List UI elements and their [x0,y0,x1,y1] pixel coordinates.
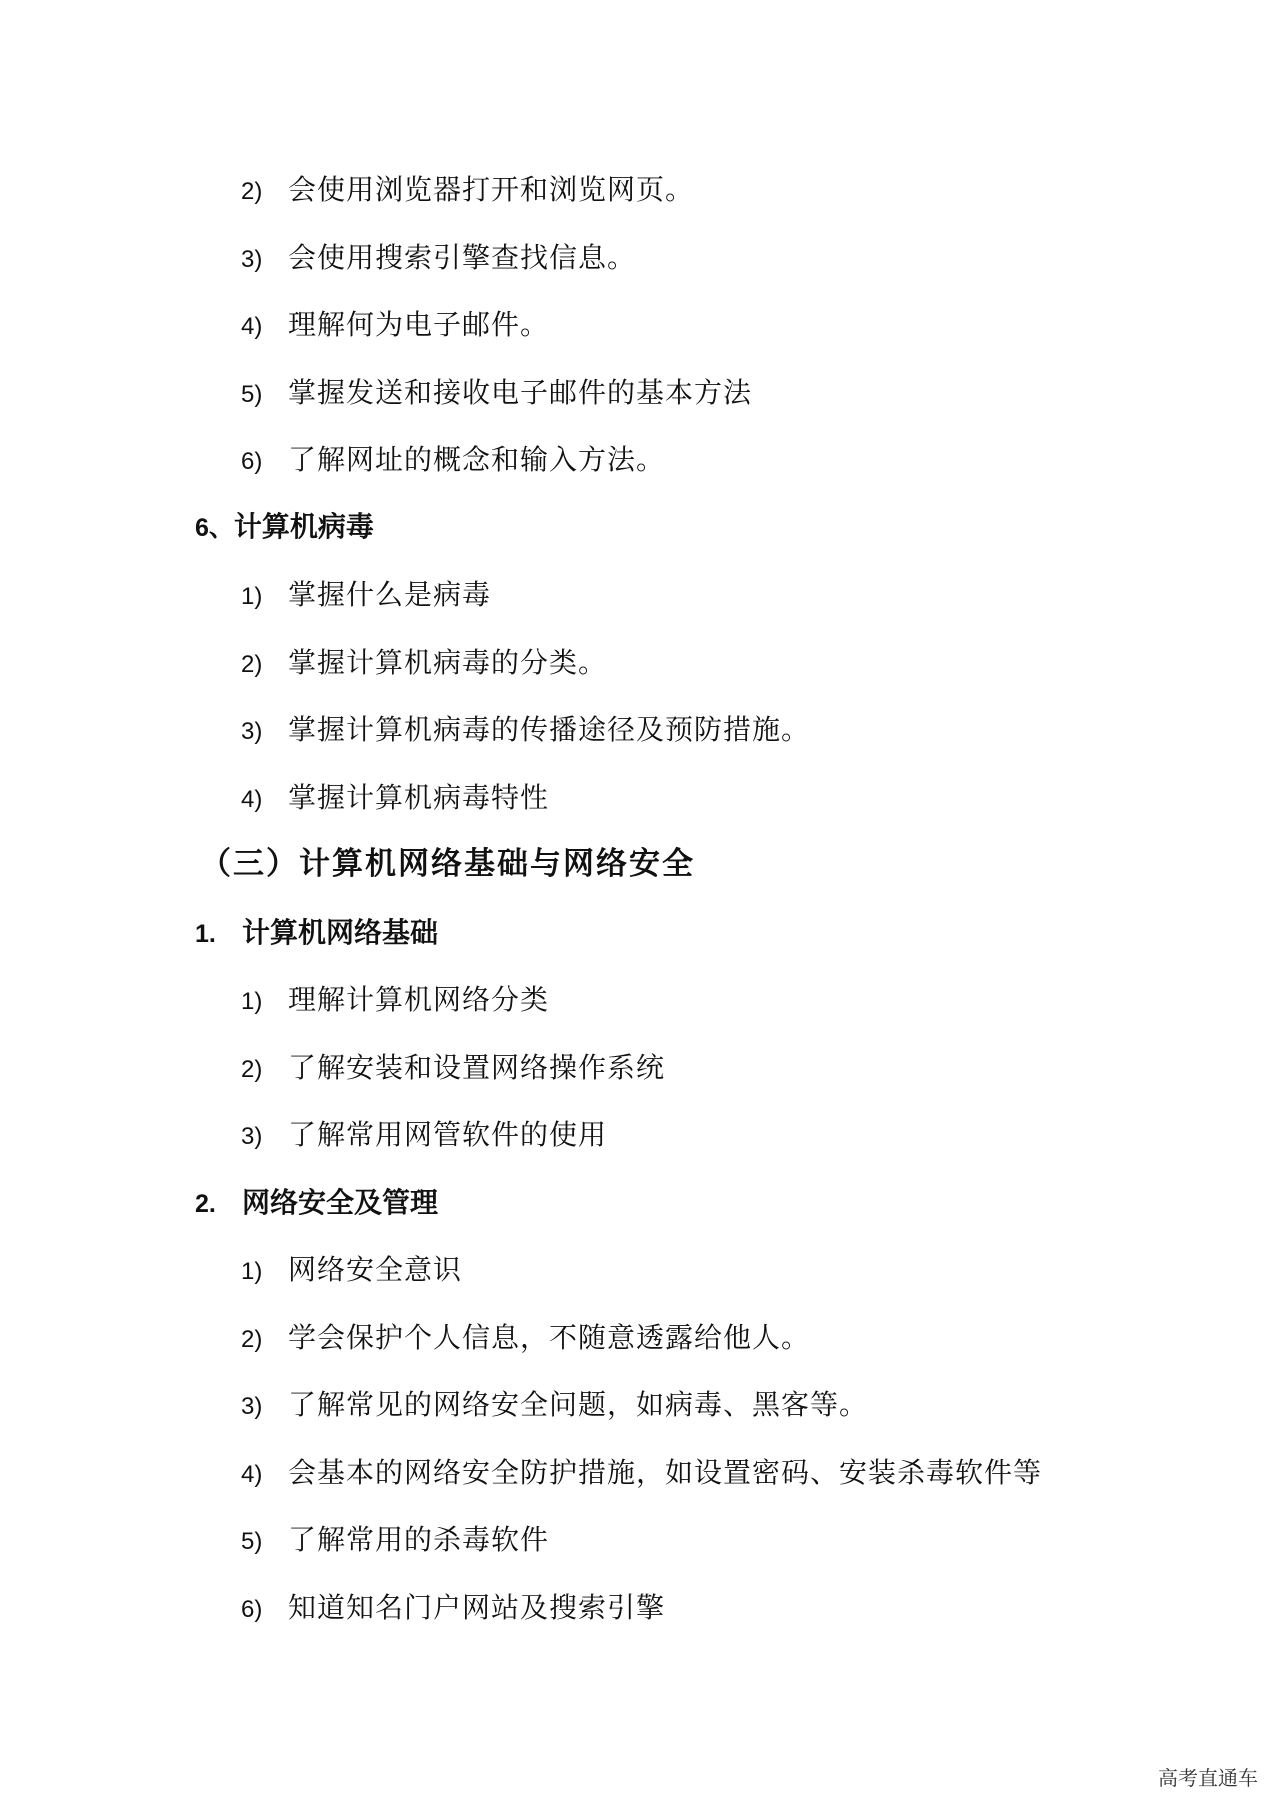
section-title: 网络安全及管理 [242,1186,439,1219]
list-item [241,1321,811,1354]
list-item-text: 掌握什么是病毒 [288,578,492,611]
list-item-text: 掌握计算机病毒的分类。 [288,646,608,679]
list-item-number: 3) [241,718,263,745]
list-item [241,1456,1043,1489]
list-item-text: 会基本的网络安全防护措施，如设置密码、安装杀毒软件等 [288,1456,1043,1489]
list-item-text: 了解常用网管软件的使用 [288,1118,608,1151]
list-item [241,713,811,746]
list-item [241,983,550,1016]
list-item-text: 了解安装和设置网络操作系统 [288,1051,666,1084]
list-item [241,1523,550,1556]
list-item-number: 4) [241,313,263,340]
list-item-number: 2) [241,1326,263,1353]
list-item-text: 了解网址的概念和输入方法。 [288,443,666,476]
list-item-text: 学会保护个人信息，不随意透露给他人。 [288,1321,811,1354]
list-item [241,308,550,341]
list-item [241,443,666,476]
list-item-number: 2) [241,178,263,205]
list-item-number: 1) [241,1258,263,1285]
section-number: 2. [195,1190,216,1218]
list-item-text: 掌握计算机病毒特性 [288,781,550,814]
section-number: 1. [195,920,216,948]
list-item-text: 理解何为电子邮件。 [288,308,550,341]
list-item-text: 理解计算机网络分类 [288,983,550,1016]
list-item-text: 会使用搜索引擎查找信息。 [288,241,637,274]
section-number: 6、 [195,514,234,542]
list-item-number: 3) [241,1123,263,1150]
list-item-number: 2) [241,1056,263,1083]
list-item [241,1253,463,1286]
list-item-number: 3) [241,246,263,273]
list-item-text: 掌握计算机病毒的传播途径及预防措施。 [288,713,811,746]
list-item [241,241,637,274]
list-item-text: 网络安全意识 [288,1253,463,1286]
list-item [241,173,695,206]
list-item-number: 2) [241,651,263,678]
footer-watermark: 高考直通车 [1158,1766,1258,1790]
list-item-text: 掌握发送和接收电子邮件的基本方法 [288,376,753,409]
list-item-number: 4) [241,1461,263,1488]
list-item-number: 5) [241,1528,263,1555]
section-heading-network-security [195,1186,439,1219]
list-item [241,1051,666,1084]
list-item-number: 5) [241,381,263,408]
list-item-number: 6) [241,448,263,475]
part-heading: （三）计算机网络基础与网络安全 [200,846,695,882]
list-item-number: 3) [241,1393,263,1420]
list-item-text: 了解常用的杀毒软件 [288,1523,550,1556]
section-title: 计算机网络基础 [242,916,439,949]
list-item-number: 4) [241,786,263,813]
list-item-number: 6) [241,1596,263,1623]
list-item [241,1118,608,1151]
list-item [241,781,550,814]
list-item [241,578,492,611]
section-title: 计算机病毒 [233,510,374,543]
list-item-text: 知道知名门户网站及搜索引擎 [288,1591,666,1624]
list-item-text: 了解常见的网络安全问题，如病毒、黑客等。 [288,1388,869,1421]
section-heading-network-basics [195,916,439,949]
list-item [241,376,753,409]
list-item [241,1591,666,1624]
list-item-number: 1) [241,583,263,610]
list-item-text: 会使用浏览器打开和浏览网页。 [288,173,695,206]
section-heading-virus [195,510,374,543]
list-item [241,646,608,679]
list-item [241,1388,869,1421]
list-item-number: 1) [241,988,263,1015]
